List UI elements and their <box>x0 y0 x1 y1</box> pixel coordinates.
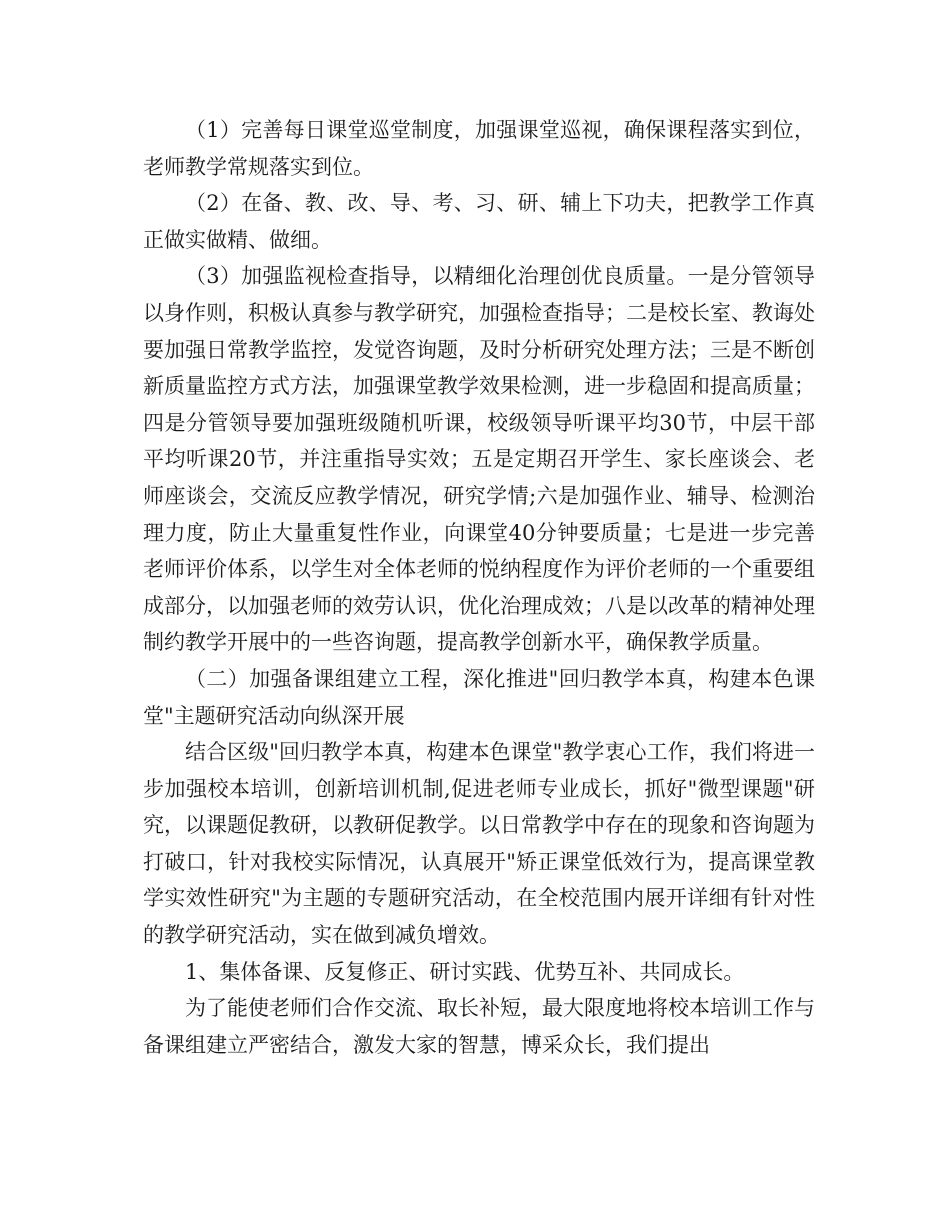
paragraph-1: （1）完善每日课堂巡堂制度，加强课堂巡视，确保课程落实到位，老师教学常规落实到位。 <box>143 118 815 179</box>
section-heading-2: （二）加强备课组建立工程，深化推进"回归教学本真，构建本色课堂"主题研究活动向纵深开展 <box>143 666 815 728</box>
subheading-1: 1、集体备课、反复修正、研讨实践、优势互补、共同成长。 <box>185 959 745 984</box>
document-body <box>143 112 815 1063</box>
paragraph-3: （3）加强监视检查指导，以精细化治理创优良质量。一是分管领导以身作则，积极认真参与教学研究，加强检查指导；二是校长室、教诲处要加强日常教学监控，发觉咨询题，及时分析研究处理方法；三是不断创新质量监控方式方法，加强课堂教学效果检测，进一步稳固和提高质量；四是分管领导要加强班级随机听课，校级领导听课平均30节，中层干部平均听课20节，并注重指导实效；五是定期召开学生、家长座谈会、老师座谈会，交流反应教学情况，研究学情;六是加强作业、辅导、检测治理力度，防止大量重复性作业，向课堂40分钟要质量；七是进一步完善老师评价体系，以学生对全体老师的悦纳程度作为评价老师的一个重要组成部分，以加强老师的效劳认识，优化治理成效；八是以改革的精神处理制约教学开展中的一些咨询题，提高教学创新水平，确保教学质量。 <box>143 264 815 655</box>
paragraph-5: 结合区级"回归教学本真，构建本色课堂"教学衷心工作，我们将进一步加强校本培训，创新培训机制,促进老师专业成长，抓好"微型课题"研究，以课题促教研，以教研促教学。以日常教学中存在的现象和咨询题为打破口，针对我校实际情况，认真展开"矫正课堂低效行为，提高课堂教学实效性研究"为主题的专题研究活动，在全校范围内展开详细有针对性的教学研究活动，实在做到减负增效。 <box>143 740 815 948</box>
paragraph-7: 为了能使老师们合作交流、取长补短，最大限度地将校本培训工作与备课组建立严密结合，激发大家的智慧，博采众长，我们提出 <box>143 996 815 1057</box>
paragraph-2: （2）在备、教、改、导、考、习、研、辅上下功夫，把教学工作真正做实做精、做细。 <box>143 191 815 252</box>
